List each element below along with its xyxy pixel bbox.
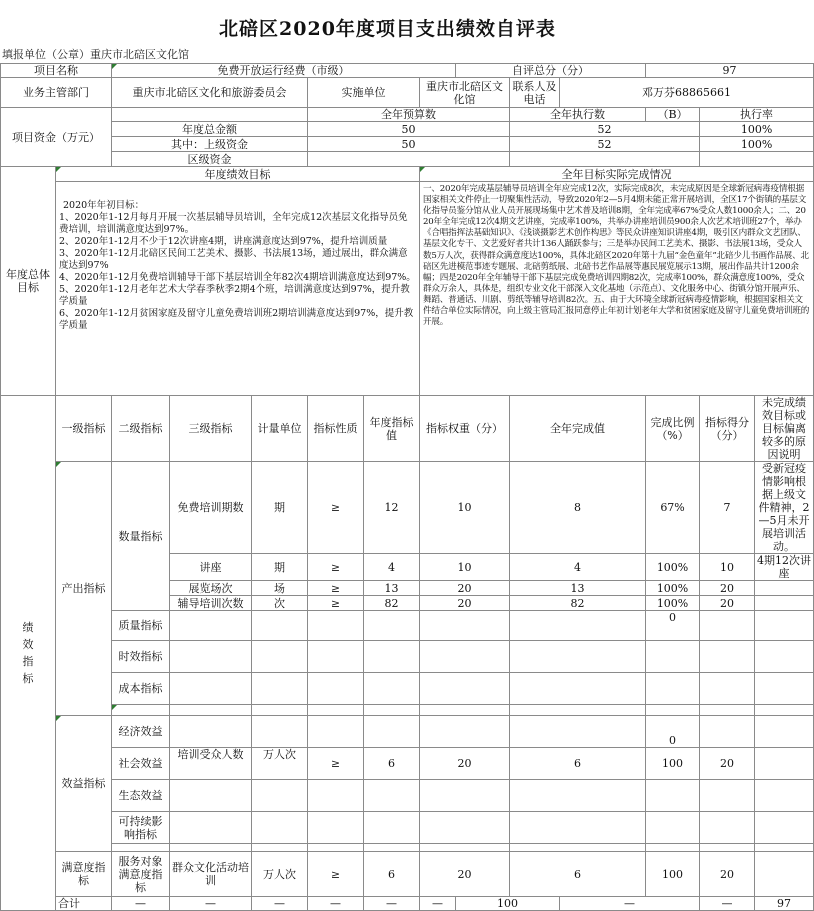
funds-col-budget: 全年预算数: [308, 108, 510, 122]
empty-cell: [755, 844, 814, 852]
empty-cell: [170, 705, 252, 716]
quantity-nature: ≥: [308, 554, 364, 581]
empty-cell: [420, 780, 510, 812]
social-name: 培训受众人数: [170, 748, 252, 780]
row-funds-header: [1, 108, 814, 122]
total-dash: —: [252, 897, 308, 911]
dept-label: 业务主管部门: [1, 78, 112, 108]
empty-cell: [170, 716, 252, 748]
empty-cell: [755, 673, 814, 705]
page-title: 北碚区2020年度项目支出绩效自评表: [219, 18, 556, 40]
row-goals-body: [1, 182, 814, 396]
row-social: [1, 748, 814, 780]
empty-cell: [646, 844, 700, 852]
funds-rate: 100%: [700, 122, 814, 137]
total-dash: —: [560, 897, 700, 911]
goals-label: 年度总体目标: [1, 167, 56, 396]
quantity-ratio: 100%: [646, 596, 700, 611]
social-weight: 20: [420, 748, 510, 780]
quantity-reason: 4期12次讲座: [755, 554, 814, 581]
empty-cell: [112, 705, 170, 716]
quantity-weight: 20: [420, 581, 510, 596]
row-funds-total: [1, 122, 814, 137]
quantity-ratio: 100%: [646, 581, 700, 596]
empty-cell: [700, 716, 755, 748]
col-annual: 年度指标值: [364, 396, 420, 462]
empty-cell: [646, 812, 700, 844]
empty-cell: [755, 748, 814, 780]
output-indicator-label: 产出指标: [56, 462, 112, 716]
empty-cell: [308, 641, 364, 673]
empty-cell: [420, 812, 510, 844]
row-eco: [1, 780, 814, 812]
quantity-name: 辅导培训次数: [170, 596, 252, 611]
quantity-indicator-label: 数量指标: [112, 462, 170, 611]
satisfaction-ratio: 100: [646, 852, 700, 897]
project-name-value: 免费开放运行经费（市级）: [112, 64, 456, 78]
total-label: 合计: [56, 897, 112, 911]
empty-cell: [364, 611, 420, 641]
empty-cell: [755, 716, 814, 748]
contact-label: 联系人及电话: [510, 78, 560, 108]
col-l2: 二级指标: [112, 396, 170, 462]
row-quantity-1: [1, 462, 814, 554]
empty-cell: [308, 611, 364, 641]
satisfaction-nature: ≥: [308, 852, 364, 897]
empty-cell: [364, 844, 420, 852]
econ-ratio: 0: [646, 716, 700, 748]
empty-cell: [700, 611, 755, 641]
funds-row-label: 区级资金: [112, 152, 308, 167]
annual-goal-line: 1、2020年1-12月每月开展一次基层辅导员培训，全年完成12次基层文化指导员免费培训，培训满意度达到97%。: [59, 212, 408, 235]
quantity-name: 展览场次: [170, 581, 252, 596]
empty-cell: [170, 844, 252, 852]
funds-row-label: 其中：上级资金: [112, 137, 308, 152]
quantity-target: 82: [364, 596, 420, 611]
empty-cell: [510, 641, 646, 673]
quantity-actual: 4: [510, 554, 646, 581]
funds-budget: 50: [308, 137, 510, 152]
funds-budget: [308, 152, 510, 167]
empty-cell: [510, 844, 646, 852]
col-unit: 计量单位: [252, 396, 308, 462]
social-indicator-label: 社会效益: [112, 748, 170, 780]
funds-col-exec: 全年执行数: [510, 108, 646, 122]
contact-value: 邓万芬68865661: [560, 78, 814, 108]
row-funds-upper: [1, 137, 814, 152]
eco-indicator-label: 生态效益: [112, 780, 170, 812]
project-name-label: 项目名称: [1, 64, 112, 78]
empty-cell: [252, 812, 308, 844]
empty-cell: [308, 780, 364, 812]
empty-cell: [420, 705, 510, 716]
actual-goals-text: 一、2020年完成基层辅导员培训全年应完成12次，实际完成8次，未完成原因是全球新冠病毒疫情根据国家相关文件停止一切聚集性活动，导致2020年2—5月4期未能正常开展培训，全区17个街镇的基层文化指导员鉴分馆从业人员开展现场集中艺术普及培训8期，全年完成率67%受众人数1000余人；二、2020年全年完成12次4期文艺讲座，完成率100%，共举办讲座培训员900余人次艺术培训班27个，举办《合唱指挥法基础知识》、《浅谈摄影艺术创作构思》等民众讲座知识讲座4期，吸引区内群众文艺团队、基层文化专干、文艺爱好者共计136人踊跃参与；三是举办民间工艺美术、摄影、书法展13场，受众人数5万人次，获得群众满意度达100%，具体北碚区2020年第十九届“金色童年”北碚少儿书画作品展、北碚区先进模范事迹专题展、北碚剪纸展、北碚书艺作品展等惠民展览展示13期，展出作品共计1200余幅；四是2020年全年辅导干部下基层完成免费培训四期82次，完成率100%，群众满意度100%，受众群众万余人，具体是，组织专业文化干部深入文化基地（示范点）、文化服务中心、街镇分馆开展声乐、舞蹈、普通话、川剧、剪纸等辅导培训82次。五、由于大环境全球新冠病毒疫情影响，根据国家相关文件结合单位实际情况，向上级主管局汇报同意停止年初计划老年大学和贫困家庭及留守儿童免费培训班的开展。: [420, 182, 814, 396]
col-nature: 指标性质: [308, 396, 364, 462]
funds-budget: 50: [308, 122, 510, 137]
col-l1: 一级指标: [56, 396, 112, 462]
funds-col-b: （B）: [646, 108, 700, 122]
empty-cell: [510, 705, 646, 716]
quantity-target: 4: [364, 554, 420, 581]
col-score: 指标得分（分）: [700, 396, 755, 462]
empty-cell: [700, 705, 755, 716]
empty-cell: [252, 673, 308, 705]
indicators-label-text: 绩效指标: [22, 621, 34, 685]
funds-row-label: 年度总金额: [112, 122, 308, 137]
empty-cell: [252, 641, 308, 673]
empty-cell: [755, 780, 814, 812]
impl-value: 重庆市北碚区文化馆: [420, 78, 510, 108]
social-actual: 6: [510, 748, 646, 780]
empty-cell: [364, 641, 420, 673]
empty-cell: [252, 844, 308, 852]
annual-goal-line: 2020年年初目标：: [63, 200, 145, 211]
quantity-target: 13: [364, 581, 420, 596]
funds-rate: [700, 152, 814, 167]
row-goals-header: [1, 167, 814, 182]
satisfaction-target: 6: [364, 852, 420, 897]
actual-goals-header: 全年目标实际完成情况: [420, 167, 814, 182]
quantity-unit: 期: [252, 554, 308, 581]
quantity-reason: [755, 596, 814, 611]
annual-goal-line: 6、2020年1-12月贫困家庭及留守儿童免费培训班2期培训满意度达到97%，提升教学质量: [59, 308, 414, 331]
empty-cell: [308, 844, 364, 852]
empty-cell: [170, 812, 252, 844]
quantity-reason: [755, 581, 814, 596]
annual-goal-line: 3、2020年1-12月北碚区民间工艺美术、摄影、书法展13场，通过展出，群众满意度达到97%: [59, 248, 408, 271]
empty-cell: [510, 611, 646, 641]
row-cost: [1, 673, 814, 705]
econ-indicator-label: 经济效益: [112, 716, 170, 748]
col-reason: 未完成绩效目标或目标偏离较多的原因说明: [755, 396, 814, 462]
quantity-ratio: 67%: [646, 462, 700, 554]
empty-cell: [252, 611, 308, 641]
annual-goal-line: 5、2020年1-12月老年艺术大学春季秋季2期4个班，培训满意度达到97%，提升教学质量: [59, 284, 410, 307]
evaluation-table: [0, 63, 814, 911]
indicators-label: [1, 396, 56, 911]
quantity-unit: 次: [252, 596, 308, 611]
quantity-nature: ≥: [308, 581, 364, 596]
funds-col-rate: 执行率: [700, 108, 814, 122]
quantity-reason: 受新冠疫情影响根据上级文件精神，2—5月未开展培训活动。: [755, 462, 814, 554]
empty-cell: [364, 812, 420, 844]
empty-cell: [755, 641, 814, 673]
col-ratio: 完成比例（%）: [646, 396, 700, 462]
funds-exec: [510, 152, 700, 167]
row-total: [1, 897, 814, 911]
empty-cell: [170, 611, 252, 641]
satisfaction-l2: 服务对象满意度指标: [112, 852, 170, 897]
empty-cell: [364, 673, 420, 705]
sustain-indicator-label: 可持续影响指标: [112, 812, 170, 844]
social-ratio: 100: [646, 748, 700, 780]
quantity-score: 7: [700, 462, 755, 554]
empty-cell: [308, 673, 364, 705]
funds-label: 项目资金（万元）: [1, 108, 112, 167]
empty-cell: [646, 641, 700, 673]
funds-exec: 52: [510, 137, 700, 152]
empty-cell: [252, 716, 308, 748]
social-nature: ≥: [308, 748, 364, 780]
col-l3: 三级指标: [170, 396, 252, 462]
empty-cell: [364, 716, 420, 748]
quantity-unit: 期: [252, 462, 308, 554]
row-department: [1, 78, 814, 108]
empty-cell: [364, 705, 420, 716]
annual-goal-line: 2、2020年1-12月不少于12次讲座4期，讲座满意度达到97%，提升培训质量: [59, 236, 388, 247]
quantity-unit: 场: [252, 581, 308, 596]
satisfaction-unit: 万人次: [252, 852, 308, 897]
empty-cell: [252, 780, 308, 812]
empty-cell: [700, 812, 755, 844]
row-spacer: [1, 844, 814, 852]
total-weight: 100: [456, 897, 560, 911]
empty-cell: [420, 641, 510, 673]
impl-label: 实施单位: [308, 78, 420, 108]
quantity-target: 12: [364, 462, 420, 554]
annual-goal-line: 4、2020年1-12月免费培训辅导干部下基层培训全年82次4期培训满意度达到97%。: [59, 272, 416, 283]
empty-cell: [308, 705, 364, 716]
quantity-actual: 8: [510, 462, 646, 554]
annual-goals-text: [56, 182, 420, 396]
time-indicator-label: 时效指标: [112, 641, 170, 673]
empty-cell: [420, 673, 510, 705]
empty-cell: [646, 673, 700, 705]
empty-cell: [700, 844, 755, 852]
quantity-score: 20: [700, 596, 755, 611]
quality-ratio: 0: [646, 611, 700, 641]
funds-blank: [112, 108, 308, 122]
funds-exec: 52: [510, 122, 700, 137]
quantity-score: 10: [700, 554, 755, 581]
quantity-nature: ≥: [308, 596, 364, 611]
total-dash: —: [364, 897, 420, 911]
row-funds-district: [1, 152, 814, 167]
satisfaction-score: 20: [700, 852, 755, 897]
benefit-indicator-label: 效益指标: [56, 716, 112, 852]
row-econ: [1, 716, 814, 748]
social-score: 20: [700, 748, 755, 780]
quantity-weight: 20: [420, 596, 510, 611]
score-value: 97: [646, 64, 814, 78]
row-sustain: [1, 812, 814, 844]
empty-cell: [170, 641, 252, 673]
empty-cell: [308, 716, 364, 748]
social-target: 6: [364, 748, 420, 780]
empty-cell: [646, 705, 700, 716]
quantity-ratio: 100%: [646, 554, 700, 581]
col-weight: 指标权重（分）: [420, 396, 510, 462]
satisfaction-indicator-label: 满意度指标: [56, 852, 112, 897]
row-time: [1, 641, 814, 673]
empty-cell: [755, 705, 814, 716]
quantity-score: 20: [700, 581, 755, 596]
empty-cell: [112, 844, 170, 852]
total-dash: —: [308, 897, 364, 911]
empty-cell: [170, 780, 252, 812]
quality-indicator-label: 质量指标: [112, 611, 170, 641]
empty-cell: [170, 673, 252, 705]
empty-cell: [700, 673, 755, 705]
col-actual: 全年完成值: [510, 396, 646, 462]
row-satisfaction: [1, 852, 814, 897]
funds-rate: 100%: [700, 137, 814, 152]
empty-cell: [420, 844, 510, 852]
quantity-name: 讲座: [170, 554, 252, 581]
quantity-weight: 10: [420, 554, 510, 581]
total-dash: —: [170, 897, 252, 911]
row-indicator-header: [1, 396, 814, 462]
empty-cell: [510, 716, 646, 748]
empty-cell: [510, 812, 646, 844]
cost-indicator-label: 成本指标: [112, 673, 170, 705]
total-dash: —: [420, 897, 456, 911]
quantity-actual: 82: [510, 596, 646, 611]
empty-cell: [252, 705, 308, 716]
empty-cell: [700, 780, 755, 812]
row-project-name: [1, 64, 814, 78]
social-unit: 万人次: [252, 748, 308, 780]
annual-goals-header: 年度绩效目标: [56, 167, 420, 182]
score-label: 自评总分（分）: [456, 64, 646, 78]
satisfaction-name: 群众文化活动培训: [170, 852, 252, 897]
quantity-actual: 13: [510, 581, 646, 596]
empty-cell: [420, 716, 510, 748]
satisfaction-weight: 20: [420, 852, 510, 897]
empty-cell: [308, 812, 364, 844]
empty-cell: [510, 780, 646, 812]
row-quality: [1, 611, 814, 641]
dept-value: 重庆市北碚区文化和旅游委员会: [112, 78, 308, 108]
row-spacer: [1, 705, 814, 716]
total-dash: —: [700, 897, 755, 911]
empty-cell: [510, 673, 646, 705]
reporting-unit: 填报单位（公章）重庆市北碚区文化馆: [2, 48, 189, 61]
satisfaction-actual: 6: [510, 852, 646, 897]
empty-cell: [755, 852, 814, 897]
empty-cell: [755, 611, 814, 641]
total-score: 97: [755, 897, 814, 911]
empty-cell: [755, 812, 814, 844]
quantity-name: 免费培训期数: [170, 462, 252, 554]
total-dash: —: [112, 897, 170, 911]
empty-cell: [646, 780, 700, 812]
empty-cell: [420, 611, 510, 641]
quantity-weight: 10: [420, 462, 510, 554]
empty-cell: [700, 641, 755, 673]
empty-cell: [364, 780, 420, 812]
quantity-nature: ≥: [308, 462, 364, 554]
